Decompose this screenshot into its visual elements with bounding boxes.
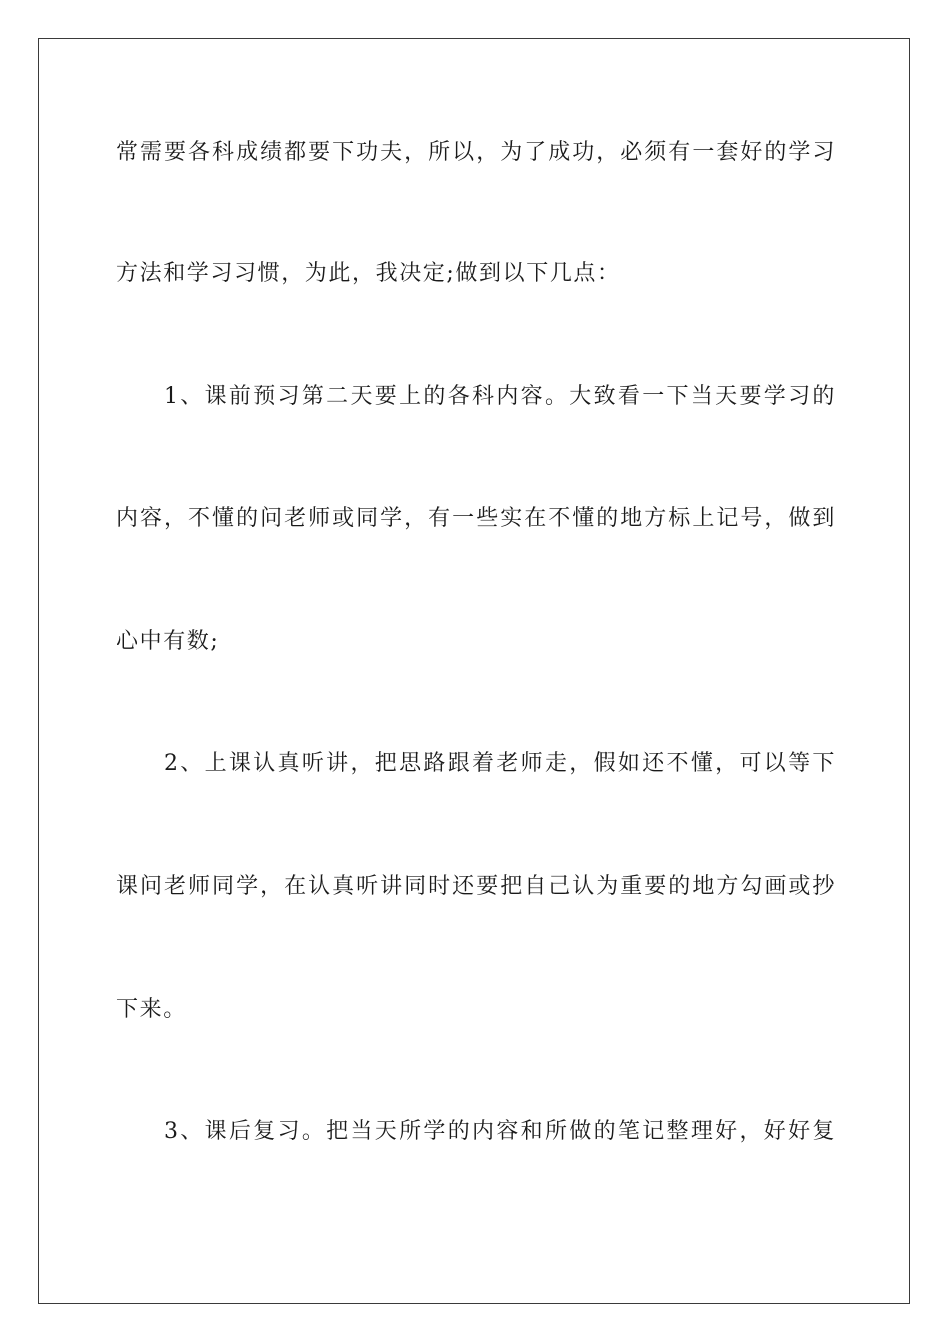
- text-line-1: 常需要各科成绩都要下功夫，所以，为了成功，必须有一套好的学习: [116, 140, 836, 165]
- text-line-5: 心中有数;: [116, 629, 220, 654]
- text-line-4: 内容，不懂的问老师或同学，有一些实在不懂的地方标上记号，做到: [116, 506, 836, 531]
- text-line-8: 下来。: [116, 997, 187, 1022]
- text-line-2: 方法和学习习惯，为此，我决定;做到以下几点：: [116, 261, 621, 286]
- text-line-3: 1、课前预习第二天要上的各科内容。大致看一下当天要学习的: [164, 384, 836, 409]
- text-line-7: 课问老师同学，在认真听讲同时还要把自己认为重要的地方勾画或抄: [116, 874, 836, 899]
- text-line-6: 2、上课认真听讲，把思路跟着老师走，假如还不懂，可以等下: [164, 751, 836, 776]
- page-border: [38, 38, 910, 1304]
- text-line-9: 3、课后复习。把当天所学的内容和所做的笔记整理好，好好复: [164, 1119, 836, 1144]
